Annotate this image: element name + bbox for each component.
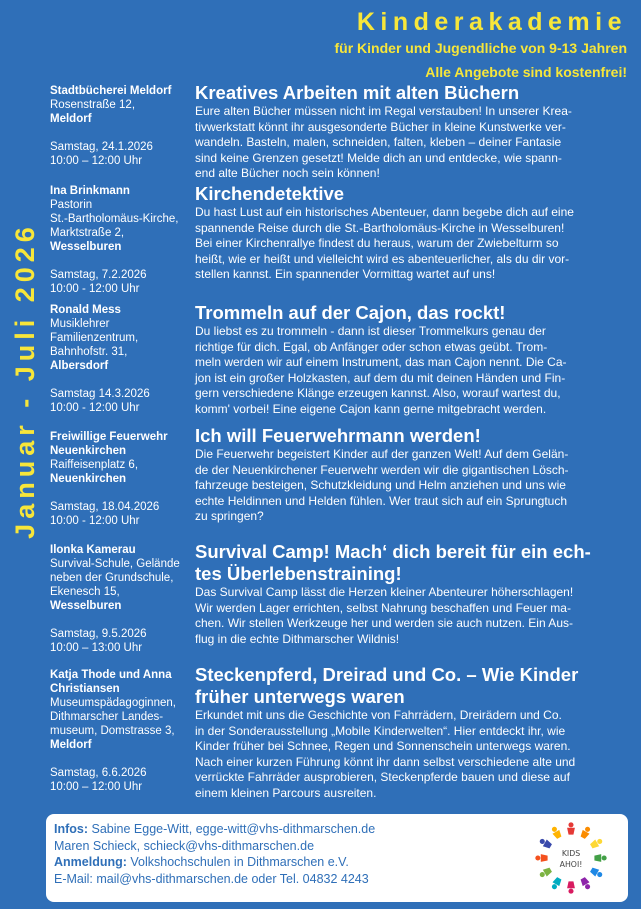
event-6-text-line: Erkundet mit uns die Geschichte von Fahrrädern, Dreirädern und Co. (195, 708, 562, 722)
event-1-text-line: wandeln. Basteln, malen, schneiden, falten, kleben – deiner Fantasie (195, 135, 562, 149)
event-4-text-line: zu springen? (195, 509, 264, 523)
event-2-date: Samstag, 7.2.2026 (50, 269, 147, 281)
event-5-text-line: chen. Wir stellen Werkzeuge her und werden sie auch nutzen. Ein Aus- (195, 616, 573, 630)
logo-figure (550, 825, 563, 840)
event-4-text-line: fahrzeuge besteigen, Schutzkleidung und Helm anziehen und uns wie (195, 478, 566, 492)
event-6-venue: Dithmarscher Landes- (50, 711, 164, 723)
event-6-title: früher unterwegs waren (195, 686, 405, 707)
event-2-address: Marktstraße 2, (50, 227, 125, 239)
event-6-org-2: Christiansen (50, 683, 120, 695)
logo-figure (589, 866, 604, 879)
logo-figure (579, 876, 592, 891)
event-3-time: 10:00 - 12:00 Uhr (50, 402, 140, 414)
logo-figure (579, 825, 592, 840)
event-5-town: Wesselburen (50, 600, 122, 612)
event-4-title: Ich will Feuerwehrmann werden! (195, 425, 481, 446)
event-2-town: Wesselburen (50, 241, 122, 253)
event-6-town: Meldorf (50, 739, 92, 751)
event-5-text-line: flug in die echte Dithmarscher Wildnis! (195, 631, 400, 646)
event-4-town: Neuenkirchen (50, 473, 127, 485)
event-3-address: Bahnhofstr. 31, (50, 346, 128, 358)
page-title: Kinderakademie (356, 8, 627, 36)
event-2-time: 10:00 - 12:00 Uhr (50, 283, 140, 295)
event-4-details (50, 430, 190, 528)
event-5-time: 10:00 – 13:00 Uhr (50, 642, 143, 654)
event-4-content (195, 425, 627, 525)
event-2-text-line: spannende Reise durch die St.-Bartholomäus-Kirche in Wesselburen! (195, 220, 565, 235)
event-1-content (195, 82, 627, 182)
event-1-text-line: sind keine Grenzen gesetzt! Melde dich an und entdecke, wie spann- (195, 150, 562, 165)
email-phone-line[interactable]: E-Mail: mail@vhs-dithmarschen.de oder Tel. 04832 4243 (54, 871, 369, 886)
event-6-org: Katja Thode und Anna (50, 669, 172, 681)
event-2-content (195, 183, 627, 283)
event-6-text-line: Kinder früher bei Schnee, Regen und Sonnenschein unterwegs waren. (195, 739, 571, 753)
event-4-text-line: echte Heldinnen und Helden fühlen. Wer traut sich auf ein Sprungtuch (195, 493, 568, 508)
event-6-text-line: einem kleinen Parcours ausreiten. (195, 785, 377, 800)
event-5-date: Samstag, 9.5.2026 (50, 628, 147, 640)
event-4-time: 10:00 - 12:00 Uhr (50, 515, 140, 527)
event-3-date: Samstag 14.3.2026 (50, 388, 150, 400)
event-5-title: Survival Camp! Mach‘ dich bereit für ein ech- (195, 541, 591, 562)
contact-info-box (46, 814, 628, 902)
event-4-org-place: Neuenkirchen (50, 445, 127, 457)
event-4-org: Freiwillige Feuerwehr (50, 431, 168, 443)
event-5-content (195, 541, 627, 647)
event-3-title: Trommeln auf der Cajon, das rockt! (195, 302, 506, 323)
event-6-role: Museumspädagoginnen, (50, 697, 176, 709)
infos-label: Infos: (54, 822, 89, 836)
event-2-org: Ina Brinkmann (50, 185, 130, 197)
event-3-text-line: meln werden wir auf einem Instrument, das man Cajon nennt. Die Ca- (195, 355, 567, 369)
logo-figure (567, 822, 575, 834)
event-2-text-line: heißt, wie er heißt und vielleicht wird es abenteuerlicher, als du dir vor- (195, 251, 570, 266)
logo-text-2: AHOI! (559, 859, 583, 869)
event-2-title: Kirchendetektive (195, 183, 345, 204)
event-3-role: Musiklehrer (50, 318, 110, 330)
date-range-banner (4, 180, 46, 580)
event-4-address: Raiffeisenplatz 6, (50, 459, 139, 471)
event-3-org: Ronald Mess (50, 304, 121, 316)
event-6-date: Samstag, 6.6.2026 (50, 767, 147, 779)
kids-ahoi-logo (532, 819, 610, 897)
event-2-venue: St.-Bartholomäus-Kirche, (50, 213, 179, 225)
event-1-time: 10:00 – 12:00 Uhr (50, 155, 143, 167)
event-3-text-line: richtige für dich. Egal, ob Anfänger oder schon etwas geübt. Trom- (195, 339, 548, 354)
logo-figure (594, 854, 606, 862)
event-3-text-line: Du liebst es zu trommeln - dann ist dieser Trommelkurs genau der (195, 324, 546, 338)
event-3-details (50, 303, 190, 415)
event-3-venue: Familienzentrum, (50, 332, 139, 344)
event-5-venue-2: neben der Grundschule, (50, 572, 174, 584)
event-4-text-line: de der Neuenkirchener Feuerwehr werden wir die gigantischen Lösch- (195, 462, 569, 477)
event-4-text-line: Die Feuerwehr begeistert Kinder auf der ganzen Welt! Auf dem Gelän- (195, 447, 569, 461)
anmeldung-label: Anmeldung: (54, 855, 127, 869)
logo-figure (589, 837, 604, 850)
logo-text-1: KIDS (561, 849, 581, 859)
free-notice: Alle Angebote sind kostenfrei! (425, 64, 627, 80)
event-5-title: tes Überlebenstraining! (195, 563, 402, 584)
event-6-content (195, 664, 627, 801)
event-1-address: Rosenstraße 12, (50, 99, 136, 111)
event-5-text-line: Wir werden Lager errichten, selbst Nahrung beschaffen und Feuer ma- (195, 600, 571, 615)
logo-figure (538, 837, 553, 850)
event-5-org: Ilonka Kamerau (50, 544, 136, 556)
event-6-details (50, 668, 190, 794)
event-5-details (50, 543, 190, 655)
event-6-title: Steckenpferd, Dreirad und Co. – Wie Kinder (195, 664, 579, 685)
logo-figure (567, 881, 575, 893)
contact-2[interactable]: Maren Schieck, schieck@vhs-dithmarschen.de (54, 838, 315, 853)
event-2-text-line: stellen kannst. Ein spannender Vormittag wartet auf uns! (195, 267, 496, 281)
event-3-text-line: komm' vorbei! Eine eigene Cajon kann gerne mitgebracht werden. (195, 401, 547, 416)
event-5-text-line: Das Survival Camp lässt die Herzen kleiner Abenteurer höherschlagen! (195, 585, 574, 599)
event-1-town: Meldorf (50, 113, 92, 125)
contact-1[interactable]: Sabine Egge-Witt, egge-witt@vhs-dithmarschen.de (88, 822, 376, 836)
event-2-text-line: Bei einer Kirchenrallye findest du heraus, warum der Zwiebelturm so (195, 236, 559, 250)
logo-figure (535, 854, 547, 862)
event-1-text-line: Eure alten Bücher müssen nicht im Regal verstauben! In unserer Krea- (195, 104, 572, 118)
event-2-text-line: Du hast Lust auf ein historisches Abenteuer, dann begebe dich auf eine (195, 205, 574, 219)
event-1-title: Kreatives Arbeiten mit alten Büchern (195, 82, 520, 103)
event-6-text-line: verrückte Fahrräder ausprobieren, Steckenpferde bauen und diese auf (195, 770, 570, 784)
event-6-text-line: in der Sonderausstellung „Mobile Kinderwelten“. Hier entdeckt ihr, wie (195, 723, 566, 738)
event-5-venue: Survival-Schule, Gelände (50, 558, 180, 570)
event-3-content (195, 302, 627, 417)
event-1-text-line: tivwerkstatt könnt ihr ausgesonderte Bücher in kleine Kunstwerke ver- (195, 119, 566, 134)
event-4-date: Samstag, 18.04.2026 (50, 501, 160, 513)
date-range-label: Januar - Juli 2026 (9, 221, 40, 539)
logo-figure (538, 866, 553, 879)
event-3-text-line: jon ist ein großer Holzkasten, auf dem du mit deinen Händen und Fin- (195, 370, 566, 385)
page-subtitle: für Kinder und Jugendliche von 9-13 Jahren (334, 40, 627, 56)
event-1-details (50, 84, 190, 168)
event-2-role: Pastorin (50, 199, 93, 211)
event-2-details (50, 184, 190, 296)
logo-figure (550, 876, 563, 891)
event-3-town: Albersdorf (50, 360, 109, 372)
event-1-text-line: end alte Bücher noch sein können! (195, 166, 380, 180)
event-3-text-line: gern verschiedene Klänge erzeugen kannst. Also, worauf wartest du, (195, 386, 561, 400)
event-6-time: 10:00 – 12:00 Uhr (50, 781, 143, 793)
header (335, 8, 628, 82)
event-5-address: Ekenesch 15, (50, 586, 120, 598)
event-1-date: Samstag, 24.1.2026 (50, 141, 153, 153)
anmeldung-value: Volkshochschulen in Dithmarschen e.V. (126, 855, 349, 869)
event-1-org: Stadtbücherei Meldorf (50, 85, 172, 97)
event-6-text-line: Nach einer kurzen Führung könnt ihr dann selbst verschiedene alte und (195, 754, 576, 769)
event-6-address: museum, Domstrasse 3, (50, 725, 175, 737)
